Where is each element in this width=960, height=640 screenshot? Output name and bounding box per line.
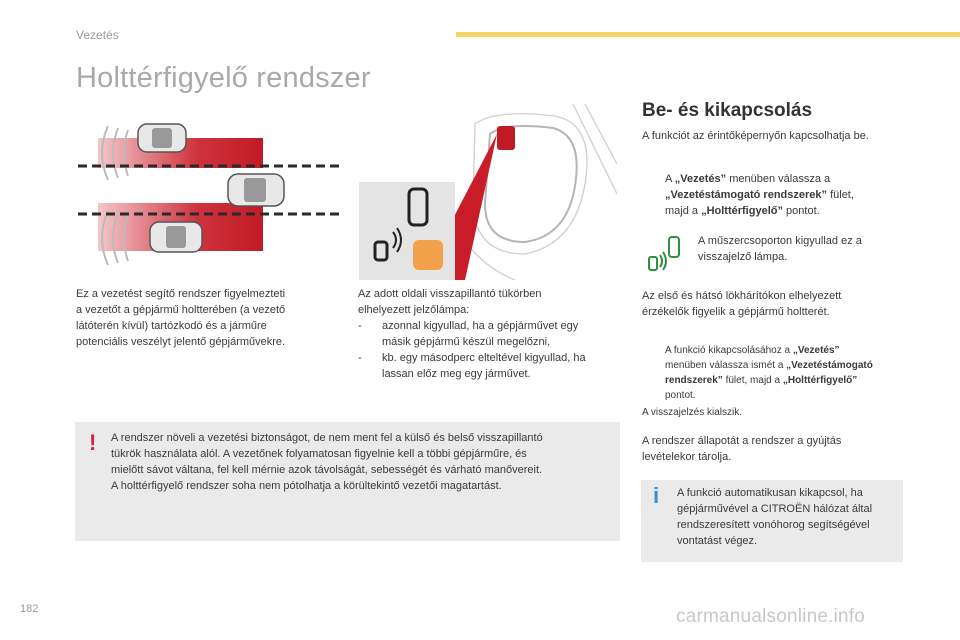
text-line: visszajelző lámpa. — [698, 251, 788, 263]
step-disable — [642, 343, 912, 403]
warning-icon: ! — [89, 430, 97, 455]
car-top-icon — [138, 124, 186, 152]
blind-spot-lamp-icon — [645, 233, 687, 275]
watermark: carmanualsonline.info — [676, 606, 866, 627]
text-line: lassan előz meg egy járművet. — [382, 368, 531, 380]
text-line: majd a „Holttérfigyelő” pontot. — [665, 205, 820, 217]
text-line: Ez a vezetést segítő rendszer figyelmezteti — [76, 288, 286, 300]
blind-spot-diagram — [78, 118, 340, 278]
text-line: vontatást végez. — [677, 535, 758, 547]
text-line: A „Vezetés” menüben válassza a — [665, 173, 831, 185]
warning-box — [75, 422, 620, 541]
text-line: A műszercsoporton kigyullad ez a — [698, 235, 862, 247]
text-line: rendszerek” fület, majd a „Holttérfigyelő” — [665, 375, 858, 386]
info-icon: i — [653, 483, 660, 508]
text-line: gépjárművével a CITROËN hálózat által — [677, 503, 873, 515]
text-line: érzékelők figyelik a gépjármű holtterét. — [642, 306, 830, 318]
list-item — [358, 318, 620, 350]
text-line: másik gépjármű készül megelőzni, — [382, 336, 551, 348]
text-line: elhelyezett jelzőlámpa: — [358, 304, 470, 316]
text-line: látóterén kívül) tartózkodó és a járműre — [76, 320, 267, 332]
info-text — [677, 485, 901, 549]
mirror-illustration — [355, 104, 617, 280]
text-line: A holttérfigyelő rendszer soha nem pótolhatja a körültekintő vezetői magatartást. — [111, 480, 502, 492]
page-title: Holttérfigyelő rendszer — [76, 62, 371, 94]
section-heading: Be- és kikapcsolás — [642, 100, 813, 121]
text-line: azonnal kigyullad, ha a gépjárművet egy — [382, 320, 579, 332]
car-center-icon — [228, 174, 284, 206]
text-line: A funkció automatikusan kikapcsol, ha — [677, 487, 863, 499]
car-bottom-icon — [150, 222, 202, 252]
list-item — [358, 350, 620, 382]
text-line: Az adott oldali visszapillantó tükörben — [358, 288, 542, 300]
page-number: 182 — [20, 603, 39, 615]
text-line: tükrök használata alól. A vezetőnek folyamatosan figyelnie kell a többi gépjárműre, és — [111, 448, 527, 460]
lamp-description — [698, 233, 908, 265]
text-line: levételekor tárolja. — [642, 451, 732, 463]
text-line: Az első és hátsó lökhárítókon elhelyezett — [642, 290, 842, 302]
text-line: menüben válassza ismét a „Vezetéstámogató — [665, 360, 873, 371]
text-line: rendszeresített vonóhorog segítségével — [677, 519, 870, 531]
text-line: a vezetőt a gépjármű holtterében (a vezető — [76, 304, 286, 316]
text-line: A rendszer állapotát a rendszer a gyújtás — [642, 435, 842, 447]
text-line: kb. egy másodperc elteltével kigyullad, ha — [382, 352, 586, 364]
dash-marker: - — [358, 320, 362, 332]
step-enable — [642, 171, 912, 219]
sensor-description — [642, 288, 912, 320]
middle-description — [358, 286, 620, 382]
mirror-warning-lamp — [497, 126, 515, 150]
text-line: potenciális veszélyt jelentő gépjárművekre. — [76, 336, 286, 348]
right-intro: A funkciót az érintőképernyőn kapcsolhatja be. — [642, 130, 869, 142]
text-line: A rendszer növeli a vezetési biztonságot, de nem ment fel a külső és belső visszapillantó — [111, 432, 543, 444]
header-accent-bar — [456, 32, 960, 37]
section-label: Vezetés — [76, 28, 119, 42]
left-description — [76, 286, 336, 350]
warning-text — [111, 430, 616, 494]
text-line: „Vezetéstámogató rendszerek” fület, — [665, 189, 854, 201]
text-line: A funkció kikapcsolásához a „Vezetés” — [665, 345, 840, 356]
info-box — [641, 480, 903, 562]
indicator-off-text: A visszajelzés kialszik. — [642, 407, 743, 418]
dash-marker: - — [358, 352, 362, 364]
text-line: pontot. — [665, 390, 696, 401]
detail-lamp-glow — [413, 240, 443, 270]
text-line: mielőtt sávot váltana, fel kell mérnie azok távolságát, sebességét és várható manővereit. — [111, 464, 543, 476]
state-memory-text — [642, 433, 912, 465]
